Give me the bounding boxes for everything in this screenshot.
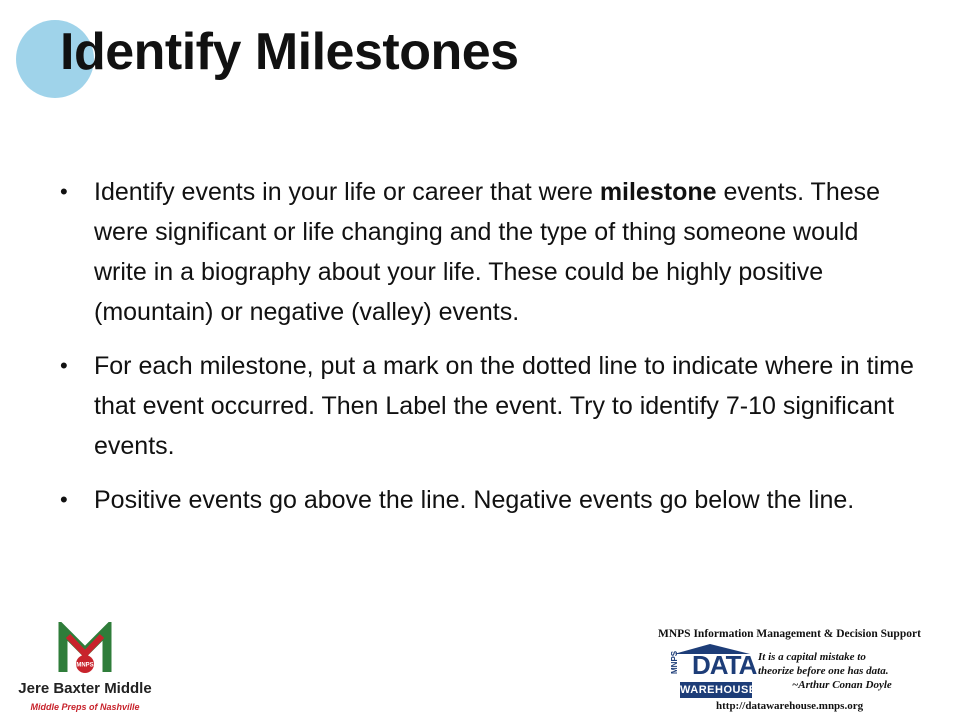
quote	[758, 650, 948, 692]
website-link[interactable]: http://datawarehouse.mnps.org	[716, 700, 864, 712]
bullet-text-tail: events. These were significant or life changing and the type of thing someone would write in a biography about your life. These could be highly positive (mountain) or negative (valley) events.	[94, 178, 881, 326]
bullet-item	[58, 172, 918, 332]
data-warehouse-footer	[650, 626, 950, 718]
bullet-text: For each milestone, put a mark on the dotted line to indicate where in time that event occurred. Then Label the event. Try to identify 7-10 significant events.	[94, 352, 914, 460]
logo-data-text: DATA	[692, 650, 757, 680]
bullet-text: Identify events in your life or career that were	[94, 178, 600, 206]
bullet-dot-icon: •	[60, 179, 68, 204]
data-warehouse-logo	[670, 644, 757, 698]
school-name: Jere Baxter Middle	[18, 680, 152, 697]
bullet-dot-icon: •	[60, 353, 68, 378]
bullet-list	[58, 172, 918, 534]
quote-line: theorize before one has data.	[758, 665, 889, 677]
bullet-bold-text: milestone	[599, 178, 717, 206]
logo-warehouse-text: WAREHOUSE	[680, 684, 757, 696]
bullet-item	[58, 346, 918, 466]
quote-author: ~Arthur Conan Doyle	[792, 679, 892, 691]
logo-mnps-text: MNPS	[670, 650, 679, 674]
bullet-item	[58, 480, 918, 520]
bullet-dot-icon: •	[60, 487, 68, 512]
logo-badge-text: MNPS	[76, 662, 94, 669]
school-tagline: Middle Preps of Nashville	[30, 702, 140, 712]
school-logo	[10, 622, 160, 718]
bullet-text: Positive events go above the line. Negative events go below the line.	[94, 486, 855, 514]
school-m-logo-icon	[10, 622, 160, 680]
department-name: MNPS Information Management & Decision Support	[658, 628, 921, 640]
slide-title: Identify Milestones	[60, 23, 519, 81]
quote-line: It is a capital mistake to	[758, 651, 866, 663]
